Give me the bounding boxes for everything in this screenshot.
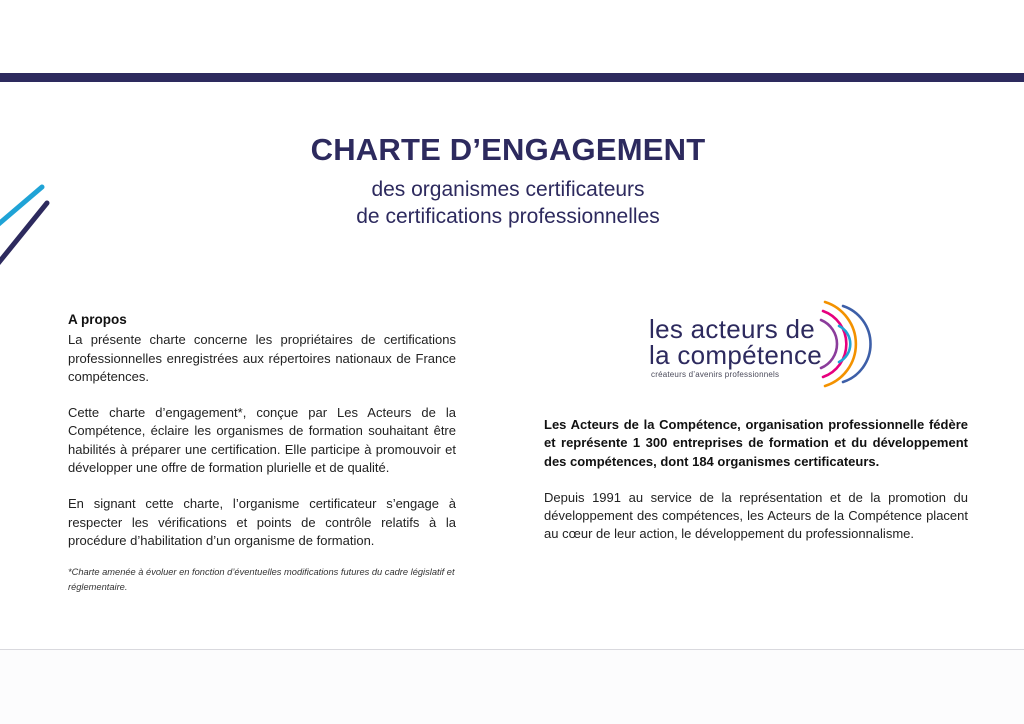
organisation-section	[544, 416, 968, 562]
about-paragraph-3: En signant cette charte, l’organisme certificateur s’engage à respecter les vérifications et points de contrôle relatifs à la procédure d’habilitation d’un organisme de formation.	[68, 496, 456, 548]
top-banner-bar	[0, 73, 1024, 82]
about-paragraph-2: Cette charte d’engagement*, conçue par Les Acteurs de la Compétence, éclaire les organismes de formation souhaitant être habilités à préparer une certification. Elle participe à promouvoir et développer une offre de formation plurielle et de qualité.	[68, 405, 456, 476]
footer-area	[0, 650, 1024, 724]
about-heading: A propos	[68, 312, 127, 327]
logo-tagline: créateurs d’avenirs professionnels	[651, 370, 780, 379]
organisation-paragraph-1: Les Acteurs de la Compétence, organisation professionnelle fédère et représente 1 300 entreprises de formation et du développement des compétences, dont 184 organismes certificateurs.	[544, 417, 968, 469]
subtitle-line-1: des organismes certificateurs	[371, 178, 645, 201]
logo-text-line-1: les acteurs de	[649, 314, 816, 344]
logo-arcs-icon	[817, 296, 877, 392]
logo-text-line-2: la compétence	[649, 340, 823, 370]
about-paragraph-1: La présente charte concerne les propriétaires de certifications professionnelles enregistrées aux répertoires nationaux de France compétences.	[68, 332, 456, 384]
about-section	[68, 311, 456, 613]
page-subtitle	[0, 176, 1016, 230]
page-title: CHARTE D’ENGAGEMENT	[310, 132, 706, 167]
footnote: *Charte amenée à évoluer en fonction d’éventuelles modifications futures du cadre législatif et réglementaire.	[68, 567, 455, 593]
acteurs-competence-logo	[649, 296, 879, 392]
subtitle-line-2: de certifications professionnelles	[356, 205, 660, 228]
organisation-paragraph-2: Depuis 1991 au service de la représentation et de la promotion du développement des compétences, les Acteurs de la Compétence placent au cœur de leur action, le développement du professionnalisme.	[544, 489, 968, 542]
